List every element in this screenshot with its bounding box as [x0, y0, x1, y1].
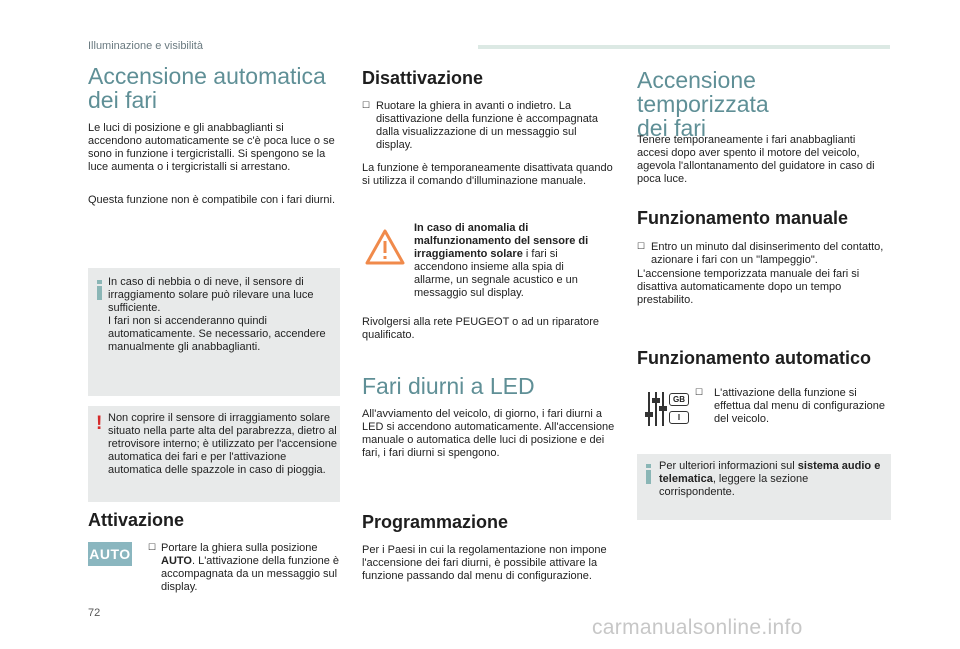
info-box-sistema-audio — [637, 454, 891, 520]
programmazione-text: Per i Paesi in cui la regolamentazione non impone l'accensione dei fari diurni, è possibile attivare la funzione passando dal menu di configurazione. — [362, 544, 607, 582]
info-box-nebbia — [88, 268, 340, 396]
checkbox-bullet-icon: ☐ — [637, 241, 646, 251]
rivolgersi-text: Rivolgersi alla rete PEUGEOT o ad un riparatore qualificato. — [362, 316, 600, 341]
settings-sliders-icon — [645, 390, 693, 428]
section-title-accensione-temporizzata: Accensione temporizzata dei fari — [637, 67, 769, 141]
section-title-fari-diurni: Fari diurni a LED — [362, 373, 535, 399]
paragraph-compatibility: Questa funzione non è compatibile con i fari diurni. — [88, 194, 336, 206]
info-text: Per ulteriori informazioni sul sistema audio e telematica, leggere la sezione corrispondente. — [659, 460, 881, 498]
heading-funzionamento-manuale: Funzionamento manuale — [637, 208, 849, 228]
warning-text: Non coprire il sensore di irraggiamento solare situato nella parte alta del parabrezza, dietro al retrovisore interno; è utilizzato per l'accensione automatica dei fari e per l'attivazione automatica delle spazzole in caso di pioggia. — [108, 412, 337, 476]
disattivazione-para: La funzione è temporaneamente disattivata quando si utilizza il comando d'illuminazione manuale. — [362, 162, 613, 187]
info-text-2: I fari non si accenderanno quindi automaticamente. Se necessario, accendere manualmente gli anabbaglianti. — [108, 315, 326, 353]
anomaly-text: In caso di anomalia di malfunzionamento del sensore di irraggiamento solare i fari si accendono insieme alla spia di allarme, un segnale acustico e un messaggio sul display. — [414, 222, 589, 299]
warning-triangle-icon — [364, 228, 406, 266]
temporizzata-intro: Tenere temporaneamente i fari anabbaglianti accesi dopo aver spento il motore del veicolo, agevola l'allontanamento del guidatore in caso di poca luce. — [637, 134, 875, 185]
warning-box-sensore — [88, 406, 340, 502]
paragraph-intro: Le luci di posizione e gli anabbaglianti si accendono automaticamente se c'è poca luce o se sono in funzione i tergicristalli. Si spengono se la luce aumenta o i tergicristalli si arrestano. — [88, 122, 335, 173]
heading-programmazione: Programmazione — [362, 512, 509, 532]
section-title-accensione-automatica: Accensione automatica dei fari — [88, 63, 326, 113]
page-number: 72 — [88, 607, 101, 619]
i-language-icon: I — [669, 411, 689, 424]
heading-disattivazione: Disattivazione — [362, 68, 484, 88]
attivazione-instruction: ☐ Portare la ghiera sulla posizione AUTO. L'attivazione della funzione è accompagnata da un messaggio sul display. — [148, 542, 340, 593]
checkbox-bullet-icon: ☐ — [148, 542, 157, 552]
gb-language-icon: GB — [669, 393, 689, 406]
watermark: carmanualsonline.info — [592, 616, 803, 639]
disattivazione-instruction: ☐ Ruotare la ghiera in avanti o indietro. La disattivazione della funzione è accompagnata dalla visualizzazione di un messaggio sul display. — [362, 100, 598, 151]
heading-attivazione: Attivazione — [88, 510, 185, 530]
checkbox-bullet-icon: ☐ — [362, 100, 371, 110]
auto-icon: AUTO — [88, 542, 132, 566]
running-title: Illuminazione e visibilità — [88, 40, 203, 52]
exclamation-icon: ! — [96, 413, 103, 434]
heading-funzionamento-automatico: Funzionamento automatico — [637, 348, 871, 368]
automatico-instruction: ☐ L'attivazione della funzione si effettua dal menu di configurazione del veicolo. — [695, 387, 886, 425]
info-icon — [645, 464, 653, 484]
checkbox-bullet-icon: ☐ — [695, 387, 704, 397]
manuale-instruction: ☐ Entro un minuto dal disinserimento del contatto, azionare i fari con un "lampeggio". — [637, 241, 884, 266]
header-rule — [478, 45, 890, 49]
manuale-para: L'accensione temporizzata manuale dei fari si disattiva automaticamente dopo un tempo prestabilito. — [637, 268, 860, 306]
led-text: All'avviamento del veicolo, di giorno, i fari diurni a LED si accendono automaticamente. All'accensione manuale o automatica delle luci di posizione e dei fari, i fari diurni si spengono. — [362, 408, 615, 459]
info-text-1: In caso di nebbia o di neve, il sensore di irraggiamento solare può rilevare una luce sufficiente. — [108, 276, 314, 314]
info-icon — [96, 280, 104, 300]
